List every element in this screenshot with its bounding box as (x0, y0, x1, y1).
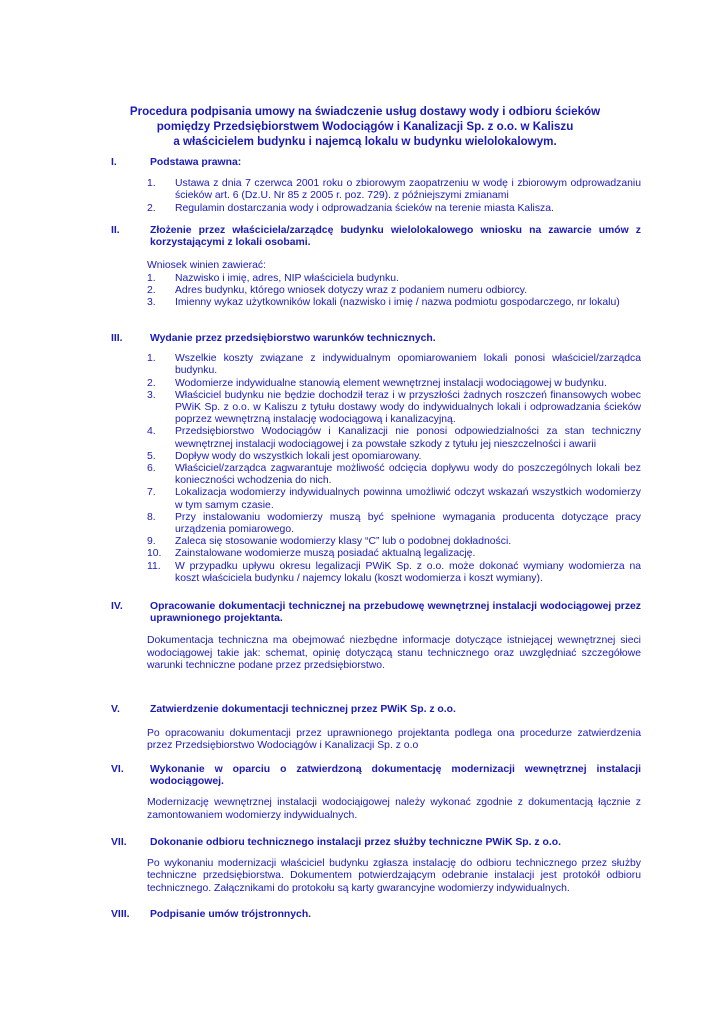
section-body: Dokumentacja techniczna ma obejmować niezbędne informacje dotyczące istniejącej wewnętrznej sieci wodociągowej takie jak: schemat, opinię dotyczącą stanu technicznego oraz uwzględniać szczegółowe warunki techniczne podane przez przedsiębiorstwo. (147, 635, 641, 671)
section-2 (111, 225, 641, 309)
list-item (147, 203, 641, 215)
list-number: 2. (147, 284, 156, 296)
section-list (147, 178, 641, 215)
list-item (147, 178, 641, 202)
list-item (147, 512, 641, 536)
list-item (147, 463, 641, 487)
list-text: W przypadku upływu okresu legalizacji PWiK Sp. z o.o. może dokonać wymiany wodomierza na koszt właściciela budynku / najemcy lokalu (koszt wodomierza i koszt wymiany). (175, 560, 641, 584)
section-title: Podstawa prawna: (150, 157, 242, 168)
list-item (147, 426, 641, 450)
section-body: Modernizację wewnętrznej instalacji wodociąigowej należy wykonać zgodnie z dokumentacją łącznie z zamontowaniem wodomierzy indywidualnych. (147, 797, 641, 821)
section-number: VIII. (111, 909, 130, 920)
list-number: 11. (147, 560, 161, 572)
section-heading (111, 837, 641, 849)
list-item (147, 285, 641, 297)
list-text: Właściciel/zarządca zagwarantuje możliwość odcięcia dopływu wody do poszczególnych lokali bez konieczności wchodzenia do nich. (175, 463, 641, 487)
section-8 (111, 909, 641, 921)
section-number: I. (111, 157, 117, 168)
section-5 (111, 704, 641, 753)
section-3 (111, 333, 641, 585)
list-item (147, 297, 641, 309)
list-text: Regulamin dostarczania wody i odprowadzania ścieków na terenie miasta Kalisza. (175, 202, 554, 214)
list-item (147, 353, 641, 377)
section-heading (111, 909, 641, 921)
section-number: II. (111, 225, 120, 236)
list-number: 7. (147, 487, 156, 499)
list-text: Zaleca się stosowanie wodomierzy klasy “C” lub o podobnej dokładności. (175, 536, 512, 548)
section-heading (111, 157, 641, 169)
list-number: 6. (147, 463, 156, 475)
list-number: 1. (147, 178, 156, 190)
list-number: 5. (147, 450, 156, 462)
section-list (147, 353, 641, 585)
section-title: Wykonanie w oparciu o zatwierdzoną dokumentację modernizacji wewnętrznej instalacji wodociągowej. (150, 764, 641, 788)
section-intro: Wniosek winien zawierać: (147, 260, 266, 272)
section-heading (111, 333, 641, 345)
list-text: Imienny wykaz użytkowników lokali (nazwisko i imię / nazwa podmiotu gospodarczego, nr lokalu) (175, 297, 620, 309)
list-item (147, 390, 641, 427)
list-number: 9. (147, 536, 156, 548)
list-item (147, 487, 641, 511)
section-6 (111, 764, 641, 822)
list-item (147, 561, 641, 585)
list-number: 10. (147, 548, 162, 560)
list-item (147, 273, 641, 285)
section-list (147, 273, 641, 310)
section-7 (111, 837, 641, 895)
title-line-1: Procedura podpisania umowy na świadczenie usług dostawy wody i odbioru ścieków (129, 105, 601, 118)
section-number: IV. (111, 601, 123, 612)
list-number: 3. (147, 389, 156, 401)
section-heading (111, 601, 641, 625)
section-title: Złożenie przez właściciela/zarządcę budynku wielolokalowego wniosku na zawarcie umów z korzystającymi z lokali osobami. (150, 225, 641, 249)
list-item (147, 451, 641, 463)
list-number: 1. (147, 353, 156, 365)
list-text: Lokalizacja wodomierzy indywidualnych powinna umożliwić odczyt wskazań wszystkich wodomierzy w tym samym czasie. (175, 487, 641, 511)
section-title: Dokonanie odbioru technicznego instalacji przez służby techniczne PWiK Sp. z o.o. (150, 837, 561, 848)
list-text: Przy instalowaniu wodomierzy muszą być spełnione wymagania producenta dotyczące pracy urządzenia pomiarowego. (175, 511, 641, 536)
section-heading (111, 764, 641, 788)
document-title (100, 104, 630, 149)
list-number: 8. (147, 511, 156, 523)
list-item (147, 536, 641, 548)
section-heading (111, 704, 641, 716)
section-4 (111, 601, 641, 672)
list-number: 1. (147, 272, 156, 284)
section-title: Podpisanie umów trójstronnych. (150, 909, 312, 920)
list-text: Przedsiębiorstwo Wodociągów i Kanalizacji nie ponosi odpowiedzialności za stan techniczny wewnętrznej instalacji wodociągowej i za powstałe szkody z tytułu jej nieszczelności i awarii (175, 426, 641, 450)
list-item (147, 378, 641, 390)
section-title: Wydanie przez przedsiębiorstwo warunków technicznych. (150, 333, 436, 344)
list-number: 4. (147, 426, 156, 438)
title-line-2: pomiędzy Przedsiębiorstwem Wodociągów i Kanalizacji Sp. z o.o. w Kaliszu (156, 120, 574, 133)
section-body: Po wykonaniu modernizacji właściciel budynku zgłasza instalację do odbioru technicznego przez służby techniczne przedsiębiorstwa. Dokumentem potwierdzającym odebranie instalacji jest protokół odbioru technicznego. Załącznikami do protokołu są karty gwarancyjne wodomierzy indywidualnych. (147, 858, 641, 894)
list-item (147, 548, 641, 560)
section-number: VI. (111, 764, 124, 775)
section-title: Opracowanie dokumentacji technicznej na przebudowę wewnętrznej instalacji wodociągowej przez uprawnionego projektanta. (150, 601, 641, 625)
section-number: III. (111, 333, 123, 344)
section-heading (111, 225, 641, 249)
list-number: 2. (147, 202, 156, 214)
list-text: Adres budynku, którego wniosek dotyczy wraz z podaniem numeru odbiorcy. (175, 284, 528, 296)
title-line-3: a właścicielem budynku i najemcą lokalu w budynku wielolokalowym. (173, 135, 557, 148)
section-body: Po opracowaniu dokumentacji przez uprawnionego projektanta podlega ona procedurze zatwierdzenia przez Przedsiębiorstwo Wodociągów i Kanalizacji Sp. z o.o (147, 728, 641, 752)
list-number: 3. (147, 297, 156, 309)
section-number: V. (111, 704, 120, 715)
list-text: Ustawa z dnia 7 czerwca 2001 roku o zbiorowym zaopatrzeniu w wodę i zbiorowym odprowadzaniu ścieków art. 6 (Dz.U. Nr 85 z 2005 r. poz. 729). z późniejszymi zmianami (175, 178, 641, 202)
list-number: 2. (147, 377, 156, 389)
list-text: Dopływ wody do wszystkich lokali jest opomiarowany. (175, 450, 422, 462)
list-text: Wszelkie koszty związane z indywidualnym opomiarowaniem lokali ponosi właściciel/zarządca budynku. (175, 353, 641, 377)
list-text: Nazwisko i imię, adres, NIP właściciela budynku. (175, 272, 399, 284)
list-text: Zainstalowane wodomierze muszą posiadać aktualną legalizację. (175, 548, 476, 560)
section-title: Zatwierdzenie dokumentacji technicznej przez PWiK Sp. z o.o. (150, 704, 456, 715)
list-text: Wodomierze indywidualne stanowią element wewnętrznej instalacji wodociągowej w budynku. (175, 377, 607, 389)
list-text: Właściciel budynku nie będzie dochodził teraz i w przyszłości żadnych roszczeń finansowych wobec PWiK Sp. z o.o. w Kaliszu z tytułu dostawy wody do indywidualnych lokali i odprowadzania ścieków poprzez wewnętrzną instalację wodociągową i kanalizacyjną. (175, 389, 641, 426)
section-1 (111, 157, 641, 215)
section-number: VII. (111, 837, 127, 848)
